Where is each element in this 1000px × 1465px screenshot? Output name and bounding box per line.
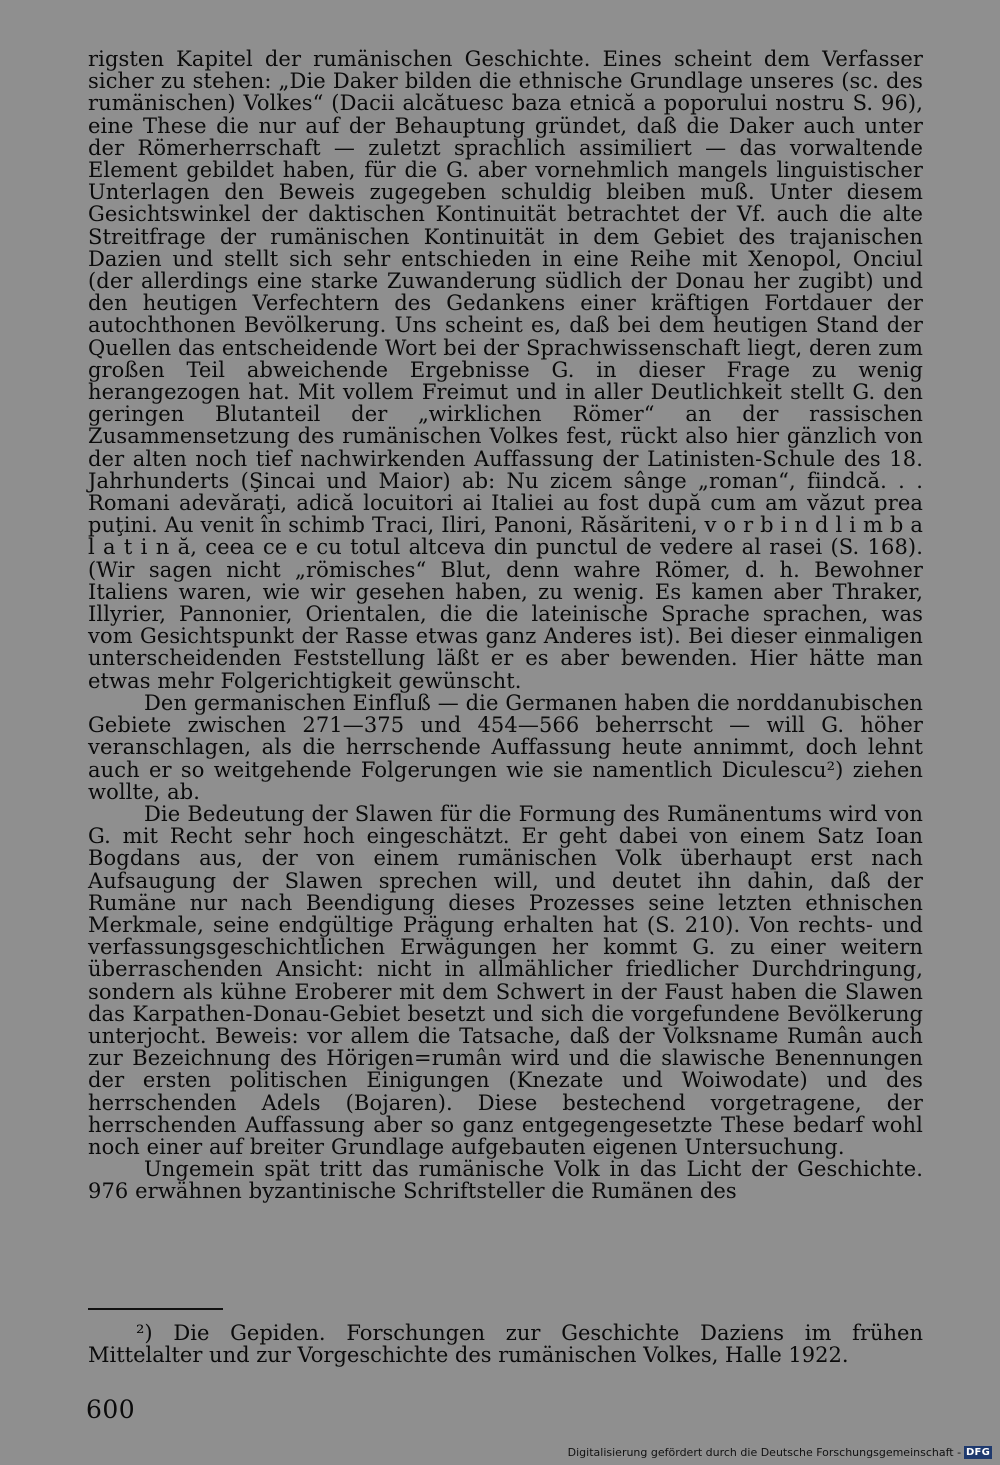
body-paragraph: Die Bedeutung der Slawen für die Formung des Rumänentums wird von G. mit Recht sehr hoch eingeschätzt. Er geht dabei von einem Satz Ioan Bogdans aus, der von einem rumänischen Volk überhaupt erst nach Aufsaugung der Slawen sprechen will, und deutet ihn dahin, daß der Rumäne nur nach Beendigung dieses Prozesses seine letzten ethnischen Merkmale, seine endgültige Prägung erhalten hat (S. 210). Von rechts- und verfassungsgeschichtlichen Erwägungen her kommt G. zu einer weitern überraschenden Ansicht: nicht in allmählicher friedlicher Durchdringung, sondern als kühne Eroberer mit dem Schwert in der Faust haben die Slawen das Karpathen-Donau-Gebiet besetzt und sich die vorgefundene Bevölkerung unterjocht. Beweis: vor allem die Tatsache, daß der Volksname Rumân auch zur Bezeichnung des Hörigen=rumân wird und die slawische Benennungen der ersten politischen Einigungen (Knezate und Woiwodate) und des herrschenden Adels (Bojaren). Diese bestechend vorgetragene, der herrschenden Auffassung aber so ganz entgegengesetzte These bedarf wohl noch einer auf breiter Grundlage aufgebauten eigenen Untersuchung. — [88, 801, 923, 1159]
body-paragraph: rigsten Kapitel der rumänischen Geschichte. Eines scheint dem Verfasser sicher zu stehen: „Die Daker bilden die ethnische Grundlage unseres (sc. des rumänischen) Volkes“ (Dacii alcătuesc baza etnică a poporului nostru S. 96), eine These die nur auf der Behauptung gründet, daß die Daker auch unter der Römerherrschaft — zuletzt sprachlich assimiliert — das vorwaltende Element gebildet haben, für die G. aber vornehmlich mangels linguistischer Unterlagen den Beweis zugegeben schuldig bleiben muß. Unter diesem Gesichtswinkel der daktischen Kontinuität betrachtet der Vf. auch die alte Streitfrage der rumänischen Kontinuität in dem Gebiet des trajanischen Dazien und stellt sich sehr entschieden in eine Reihe mit Xenopol, Onciul (der allerdings eine starke Zuwanderung südlich der Donau her zugibt) und den heutigen Verfechtern des Gedankens einer kräftigen Fortdauer der autochthonen Bevölkerung. Uns scheint es, daß bei dem heutigen Stand der Quellen das entscheidende Wort bei der Sprachwissenschaft liegt, deren zum großen Teil abweichende Ergebnisse G. in dieser Frage zu wenig herangezogen hat. Mit vollem Freimut und in aller Deutlichkeit stellt G. den geringen Blutanteil der „wirklichen Römer“ an der rassischen Zusammensetzung des rumänischen Volkes fest, rückt also hier gänzlich von der alten noch tief nachwirkenden Auffassung der Latinisten-Schule des 18. Jahrhunderts (Şincai und Maior) ab: Nu zicem sânge „roman“, fiindcă. . . Romani adevăraţi, adică locuitori ai Italiei au fost după cum am văzut prea puţini. Au venit în schimb Traci, Iliri, Panoni, Răsăriteni, v o r b i n d l i m b a l a t i n ă, ceea ce e cu totul altceva din punctul de vedere al rasei (S. 168). (Wir sagen nicht „römisches“ Blut, denn wahre Römer, d. h. Bewohner Italiens waren, wie wir gesehen haben, zu wenig. Es kamen aber Thraker, Illyrier, Pannonier, Orientalen, die die lateinische Sprache sprachen, was vom Gesichtspunkt der Rasse etwas ganz Anderes ist). Bei dieser einmaligen unterscheidenden Feststellung läßt er es aber bewenden. Hier hätte man etwas mehr Folgerichtigkeit gewünscht. — [88, 47, 923, 693]
body-paragraph: Den germanischen Einfluß — die Germanen haben die norddanubischen Gebiete zwischen 271—375 und 454—566 beherrscht — will G. höher veranschlagen, als die herrschende Auffassung heute annimmt, doch lehnt auch er so weitgehende Folgerungen wie sie namentlich Diculescu²) ziehen wollte, ab. — [88, 690, 923, 804]
digitization-credit — [568, 1446, 992, 1459]
footnote — [88, 1322, 923, 1366]
page-number: 600 — [86, 1395, 136, 1424]
dfg-logo-icon: DFG — [966, 1447, 990, 1458]
body-paragraph: Ungemein spät tritt das rumänische Volk in das Licht der Geschichte. 976 erwähnen byzantinische Schriftsteller die Rumänen des — [88, 1157, 923, 1204]
footnote-text: ²) Die Gepiden. Forschungen zur Geschichte Daziens im frühen Mittelalter und zur Vorgeschichte des rumänischen Volkes, Halle 1922. — [88, 1321, 923, 1368]
footnote-divider — [88, 1308, 223, 1310]
article-body — [88, 48, 923, 1203]
credit-text: Digitalisierung gefördert durch die Deutsche Forschungsgemeinschaft - — [567, 1446, 962, 1459]
